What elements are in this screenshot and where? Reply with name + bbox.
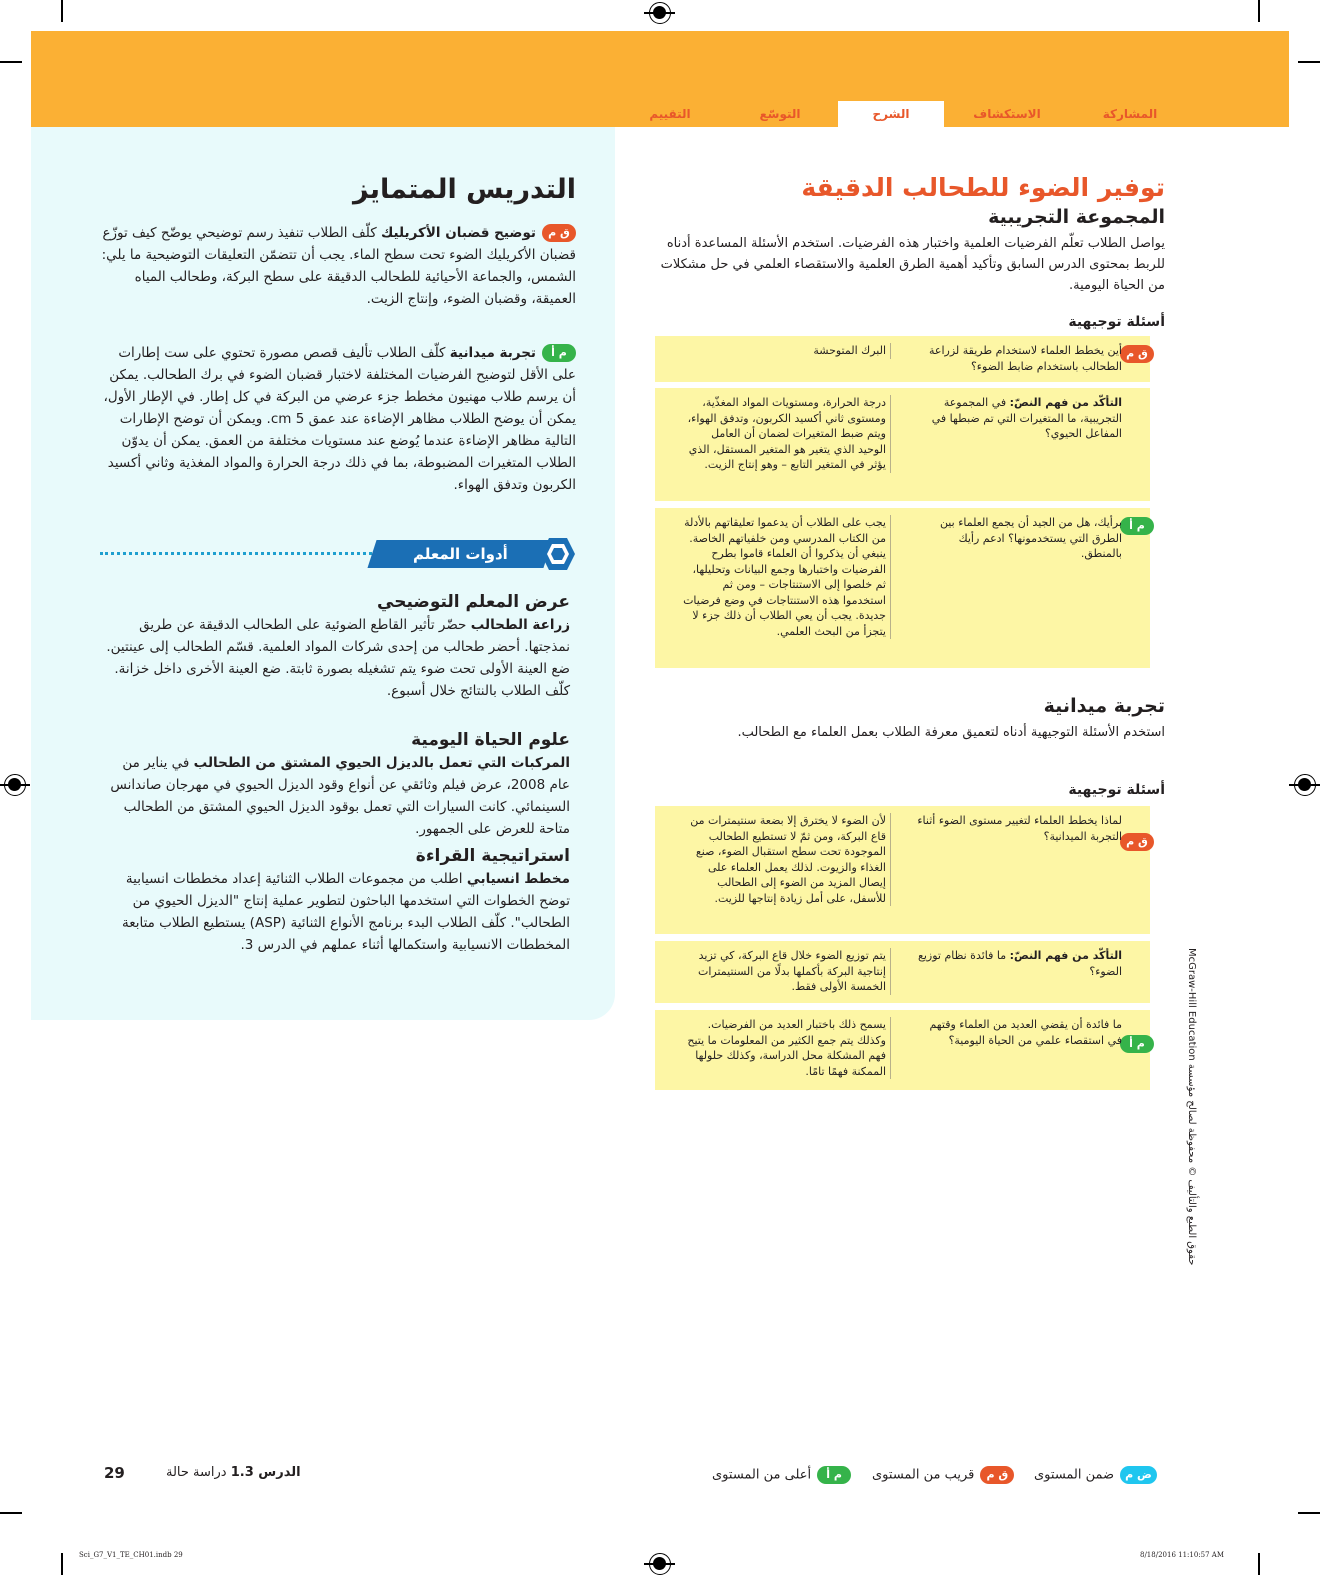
teacher-tools-banner <box>367 540 552 568</box>
page-title: توفير الضوء للطحالب الدقيقة <box>801 173 1165 202</box>
section-heading-experimental-group: المجموعة التجريبية <box>988 206 1165 228</box>
copyright-vertical <box>1181 948 1201 1288</box>
demo-lead: زراعة الطحالب <box>470 617 570 633</box>
daily-life-text: في يناير من عام 2008، عرض فيلم وثائقي عن أنواع وقود الديزل الحيوي في مهرجان صاندانس السينمائي. كانت السيارات التي تعمل بوقود الديزل الحيوي المشتق من الطحالب متاحة للعرض على الجمهور. <box>110 755 570 837</box>
block-title: توضيح قضبان الأكريليك <box>380 225 536 241</box>
answer-text: يسمح ذلك باختبار العديد من الفرضيات. وكذلك يتم جمع الكثير من المعلومات ما يتيح فهم المشكلة محل الدراسة، وكذلك حلولها الممكنة فهمًا تامًا. <box>683 1017 891 1079</box>
question-body: في المجموعة التجريبية، ما المتغيرات التي تم ضبطها في المفاعل الحيوي؟ <box>931 396 1122 440</box>
registration-mark-icon <box>1294 774 1316 796</box>
legend-label: ضمن المستوى <box>1034 1467 1115 1483</box>
question-box <box>655 508 1150 668</box>
demo-text: حضّر تأثير القاطع الضوئية على الطحالب الدقيقة عن طريق نمذجتها. أحضر طحالب من إحدى شركات المواد العلمية. قسّم الطحالب إلى عينتين. ضع العينة الأولى تحت ضوء يتم تشغيله بصورة ثابتة. ضع العينة الأخرى داخل خزانة. كلّف الطلاب بالنتائج خلال أسبوع. <box>106 617 570 699</box>
crop-mark <box>0 61 22 63</box>
section-paragraph: استخدم الأسئلة التوجيهية أدناه لتعميق معرفة الطلاب بعمل العلماء مع الطحالب. <box>737 725 1165 740</box>
question-text: لماذا يخطط العلماء لتغيير مستوى الضوء أثناء التجربة الميدانية؟ <box>917 814 1122 843</box>
lesson-number: الدرس 1.3 <box>230 1465 301 1480</box>
answer-text: البرك المتوحشة <box>683 343 891 359</box>
lesson-type: دراسة حالة <box>166 1465 227 1480</box>
reading-strategy-paragraph <box>100 868 570 956</box>
level-badge: ق م <box>542 224 576 242</box>
question-text <box>917 395 1122 442</box>
print-slug-timestamp: 8/18/2016 11:10:57 AM <box>1140 1551 1225 1559</box>
demo-heading: عرض المعلم التوضيحي <box>377 592 570 612</box>
level-badge: ق م <box>1120 833 1154 851</box>
question-text: برأيك، هل من الجيد أن يجمع العلماء بين الطرق التي يستخدمونها؟ ادعم رأيك بالمنطق. <box>939 516 1122 560</box>
reading-strategy-lead: مخطط انسيابي <box>466 871 570 887</box>
tab-evaluate[interactable]: التقييم <box>649 107 691 121</box>
question-box <box>655 388 1150 501</box>
question-box <box>655 1010 1150 1090</box>
level-badge: م أ <box>542 344 576 362</box>
differentiation-block-beyond <box>100 342 576 496</box>
lesson-label <box>166 1465 301 1480</box>
differentiation-block-approaching <box>100 222 576 310</box>
section-heading-field-trial: تجربة ميدانية <box>1043 695 1165 717</box>
print-slug-file: Sci_G7_V1_TE_CH01.indb 29 <box>79 1551 183 1559</box>
answer-text: درجة الحرارة، ومستويات المواد المغذّية، ومستوى ثاني أكسيد الكربون، وتدفق الهواء، ويتم ضبط المتغيرات لضمان أن العامل الوحيد الذي يتغير هو المتغير المستقل، الذي يؤثر في المتغير التابع – وهو إنتاج الزيت. <box>683 395 891 473</box>
question-text: ما فائدة أن يقضي العديد من العلماء وقتهم في استقصاء علمي من الحياة اليومية؟ <box>929 1018 1122 1047</box>
page-number: 29 <box>104 1464 125 1482</box>
level-badge: م أ <box>1120 517 1154 535</box>
crop-mark <box>61 1553 63 1575</box>
question-text <box>917 948 1122 979</box>
tab-elaborate[interactable]: التوسّع <box>759 107 801 121</box>
tab-engage[interactable]: المشاركة <box>1102 107 1158 121</box>
question-body: ما فائدة نظام توزيع الضوء؟ <box>917 949 1122 978</box>
differentiated-title: التدريس المتمايز <box>353 174 576 205</box>
copyright-text: حقوق الطبع والتأليف © محفوظة لصالح مؤسسة McGraw-Hill Education <box>1186 948 1197 1266</box>
level-badge: ض م <box>1120 1466 1157 1484</box>
level-badge: ق م <box>980 1466 1014 1484</box>
reading-strategy-heading: استراتيجية القراءة <box>415 846 570 866</box>
tab-explore[interactable]: الاستكشاف <box>973 107 1041 121</box>
registration-mark-icon <box>4 774 26 796</box>
crop-mark <box>61 0 63 22</box>
block-title: تجربة ميدانية <box>449 345 536 361</box>
legend-approaching-level <box>872 1466 1014 1484</box>
registration-mark-icon <box>649 1553 671 1575</box>
registration-mark-icon <box>649 2 671 24</box>
answer-text: يتم توزيع الضوء خلال قاع البركة، كي تزيد إنتاجية البركة بأكملها بدلًا من السنتيمترات الخمسة الأولى فقط. <box>683 948 891 995</box>
crop-mark <box>1298 1512 1320 1514</box>
question-box <box>655 806 1150 934</box>
block-text: كلّف الطلاب تأليف قصص مصورة تحتوي على ست إطارات على الأقل لتوضيح الفرضيات المختلفة لاختبار قضبان الضوء في برك الطحالب. يمكن أن يرسم طلاب مهنيون مخطط جزء عرضي من البركة في كل إطار. في الإطار الأول، يمكن أن يوضح الطلاب مظاهر الإضاءة عند عمق 5 cm. ويمكن أن توضح الإطارات التالية مظاهر الإضاءة عندما يُوضع عند مستويات مختلفة من العمق. يمكن أن يدوّن الطلاب المتغيرات المضبوطة، بما في ذلك درجة الحرارة والمواد المغذية وثاني أكسيد الكربون وتدفق الهواء. <box>103 345 576 493</box>
teacher-tools-icon <box>540 536 576 572</box>
daily-life-lead: المركبات التي تعمل بالديزل الحيوي المشتق من الطحالب <box>193 755 570 771</box>
legend-on-level <box>1034 1466 1157 1484</box>
legend-label: أعلى من المستوى <box>712 1467 812 1483</box>
legend-label: قريب من المستوى <box>872 1467 975 1483</box>
block-text: كلّف الطلاب تنفيذ رسم توضيحي يوضّح كيف توزّع قضبان الأكريليك الضوء تحت سطح الماء. يجب أن تتضمّن التعليقات التوضيحية ما يلي: الشمس، والجماعة الأحيائية للطحالب الدقيقة على سطح البركة، وطحالب المياه العميقة، وقضبان الضوء، وإنتاج الزيت. <box>101 225 576 307</box>
crop-mark <box>0 1512 22 1514</box>
question-lead: التأكّد من فهم النصّ: <box>1009 949 1122 962</box>
guiding-questions-heading: أسئلة توجيهية <box>1068 314 1165 330</box>
header-banner <box>31 31 1289 101</box>
question-lead: التأكّد من فهم النصّ: <box>1009 396 1122 409</box>
guiding-questions-heading: أسئلة توجيهية <box>1068 782 1165 798</box>
daily-life-paragraph <box>100 752 570 840</box>
level-badge: م أ <box>1120 1035 1154 1053</box>
dotted-divider <box>100 552 372 555</box>
level-badge: ق م <box>1120 345 1154 363</box>
answer-text: لأن الضوء لا يخترق إلا بضعة سنتيمترات من قاع البركة، ومن ثمّ لا تستطيع الطحالب الموجودة تحت سطح استقبال الضوء، صنع الغذاء والزيوت. لذلك يعمل العلماء على إيصال المزيد من الضوء إلى الطحالب للأسفل، على أمل زيادة إنتاجها للزيت. <box>683 813 891 906</box>
demo-paragraph <box>100 614 570 702</box>
question-text: أين يخطط العلماء لاستخدام طريقة لزراعة الطحالب باستخدام ضابط الضوء؟ <box>929 344 1122 373</box>
question-box <box>655 941 1150 1003</box>
answer-text: يجب على الطلاب أن يدعموا تعليقاتهم بالأدلة من الكتاب المدرسي ومن خلفياتهم الخاصة. ينبغي أن يذكروا أن العلماء قاموا بطرح الفرضيات واختبارها وجمع البيانات وتحليلها، ثم خلصوا إلى الاستنتاجات – ومن ثم استخدموا هذه الاستنتاجات في وضع فرضيات جديدة. يجب أن يعي الطلاب أن ذلك جزء لا يتجزأ من البحث العلمي. <box>683 515 891 639</box>
crop-mark <box>1258 1553 1260 1575</box>
tab-explain[interactable]: الشرح <box>838 101 944 127</box>
daily-life-heading: علوم الحياة اليومية <box>411 730 570 750</box>
section-paragraph: يواصل الطلاب تعلّم الفرضيات العلمية واختبار هذه الفرضيات. استخدم الأسئلة المساعدة أدناه للربط بمحتوى الدرس السابق وتأكيد أهمية الطرق العلمية والاستقصاء العلمي في حل مشكلات من الحياة اليومية. <box>660 236 1165 293</box>
crop-mark <box>1258 0 1260 22</box>
legend-beyond-level <box>712 1466 851 1484</box>
crop-mark <box>1298 61 1320 63</box>
level-badge: م أ <box>817 1466 851 1484</box>
teacher-tools-label: أدوات المعلم <box>412 545 508 563</box>
reading-strategy-text: اطلب من مجموعات الطلاب الثنائية إعداد مخططات انسيابية توضح الخطوات التي استخدمها الباحثون لتطوير عملية إنتاج "الديزل الحيوي من الطحالب". كلّف الطلاب البدء برنامج الأنواع الثنائية (ASP) يستطيع الطلاب متابعة المخططات الانسيابية واستكمالها أثناء عملهم في الدرس 3. <box>121 871 570 953</box>
question-box <box>655 336 1150 382</box>
